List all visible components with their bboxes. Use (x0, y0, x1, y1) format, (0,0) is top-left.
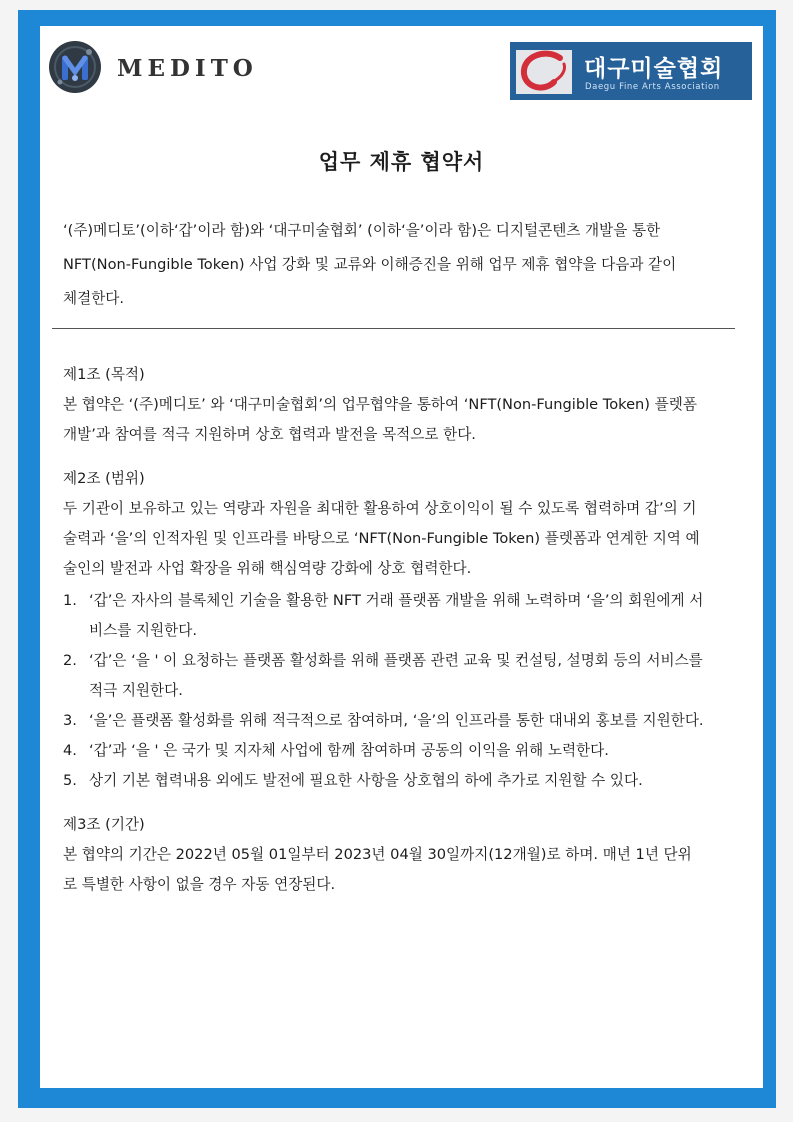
list-item (63, 646, 749, 706)
intro-line: NFT(Non-Fungible Token) 사업 강화 및 교류와 이해증진을 위해 업무 제휴 협약을 다음과 같이 (63, 256, 677, 273)
list-item-line: ‘갑’과 ‘을 ' 은 국가 및 지자체 사업에 함께 참여하며 공동의 이익을 위해 노력한다. (89, 742, 609, 759)
scope-list (63, 586, 749, 796)
medito-logo-icon (48, 40, 102, 94)
list-item-number: 1. (63, 592, 77, 609)
document-page (40, 26, 763, 1088)
association-emblem-icon (516, 50, 572, 94)
article-line: 본 협약은 ‘(주)메디토’ 와 ‘대구미술협회’의 업무협약을 통하여 ‘NFT(Non-Fungible Token) 플렛폼 (63, 396, 697, 413)
article-2-scope (63, 464, 749, 796)
article-line: 두 기관이 보유하고 있는 역량과 자원을 최대한 활용하여 상호이익이 될 수 있도록 협력하며 갑’의 기 (63, 500, 697, 517)
list-item (63, 706, 749, 736)
document-body (63, 360, 749, 914)
article-line: 술인의 발전과 사업 확장을 위해 핵심역량 강화에 상호 협력한다. (63, 560, 472, 577)
article-heading: 제2조 (범위) (63, 470, 145, 487)
document-title: 업무 제휴 협약서 (318, 150, 485, 174)
list-item-line: 적극 지원한다. (89, 682, 183, 699)
article-heading: 제3조 (기간) (63, 816, 145, 833)
medito-wordmark: MEDITO (117, 55, 258, 82)
article-line: 술력과 ‘을’의 인적자원 및 인프라를 바탕으로 ‘NFT(Non-Fungible Token) 플렛폼과 연계한 지역 예 (63, 530, 700, 547)
article-3-period (63, 810, 749, 900)
list-item-line: ‘갑’은 자사의 블록체인 기술을 활용한 NFT 거래 플랫폼 개발을 위해 노력하며 ‘을’의 회원에게 서 (89, 592, 704, 609)
article-text (63, 390, 749, 450)
list-item-line: ‘갑’은 ‘을 ' 이 요청하는 플랫폼 활성화를 위해 플랫폼 관련 교육 및 컨설팅, 설명회 등의 서비스를 (89, 652, 703, 669)
article-text (63, 840, 749, 900)
section-divider (52, 328, 735, 329)
association-english-name: Daegu Fine Arts Association (585, 82, 720, 92)
list-item (63, 586, 749, 646)
article-heading: 제1조 (목적) (63, 366, 145, 383)
list-item-number: 2. (63, 652, 77, 669)
intro-paragraph (63, 214, 743, 316)
association-logo (510, 42, 752, 100)
list-item-line: 상기 기본 협력내용 외에도 발전에 필요한 사항을 상호협의 하에 추가로 지원할 수 있다. (89, 772, 643, 789)
article-line: 로 특별한 사항이 없을 경우 자동 연장된다. (63, 876, 336, 893)
letterhead (40, 26, 763, 121)
article-line: 본 협약의 기간은 2022년 05월 01일부터 2023년 04월 30일까지(12개월)로 하며. 매년 1년 단위 (63, 846, 692, 863)
article-text (63, 494, 749, 584)
intro-line: 체결한다. (63, 290, 125, 307)
list-item-number: 5. (63, 772, 77, 789)
article-line: 개발’과 참여를 적극 지원하며 상호 협력과 발전을 목적으로 한다. (63, 426, 476, 443)
association-name: 대구미술협회 (584, 56, 724, 82)
list-item (63, 766, 749, 796)
list-item-number: 3. (63, 712, 77, 729)
article-1-purpose (63, 360, 749, 450)
list-item-number: 4. (63, 742, 77, 759)
intro-line: ‘(주)메디토’(이하‘갑’이라 함)와 ‘대구미술협회’ (이하‘을’이라 함)은 디지털콘텐츠 개발을 통한 (63, 222, 661, 239)
list-item-line: 비스를 지원한다. (89, 622, 197, 639)
list-item (63, 736, 749, 766)
list-item-line: ‘을’은 플랫폼 활성화를 위해 적극적으로 참여하며, ‘을’의 인프라를 통한 대내외 홍보를 지원한다. (89, 712, 704, 729)
